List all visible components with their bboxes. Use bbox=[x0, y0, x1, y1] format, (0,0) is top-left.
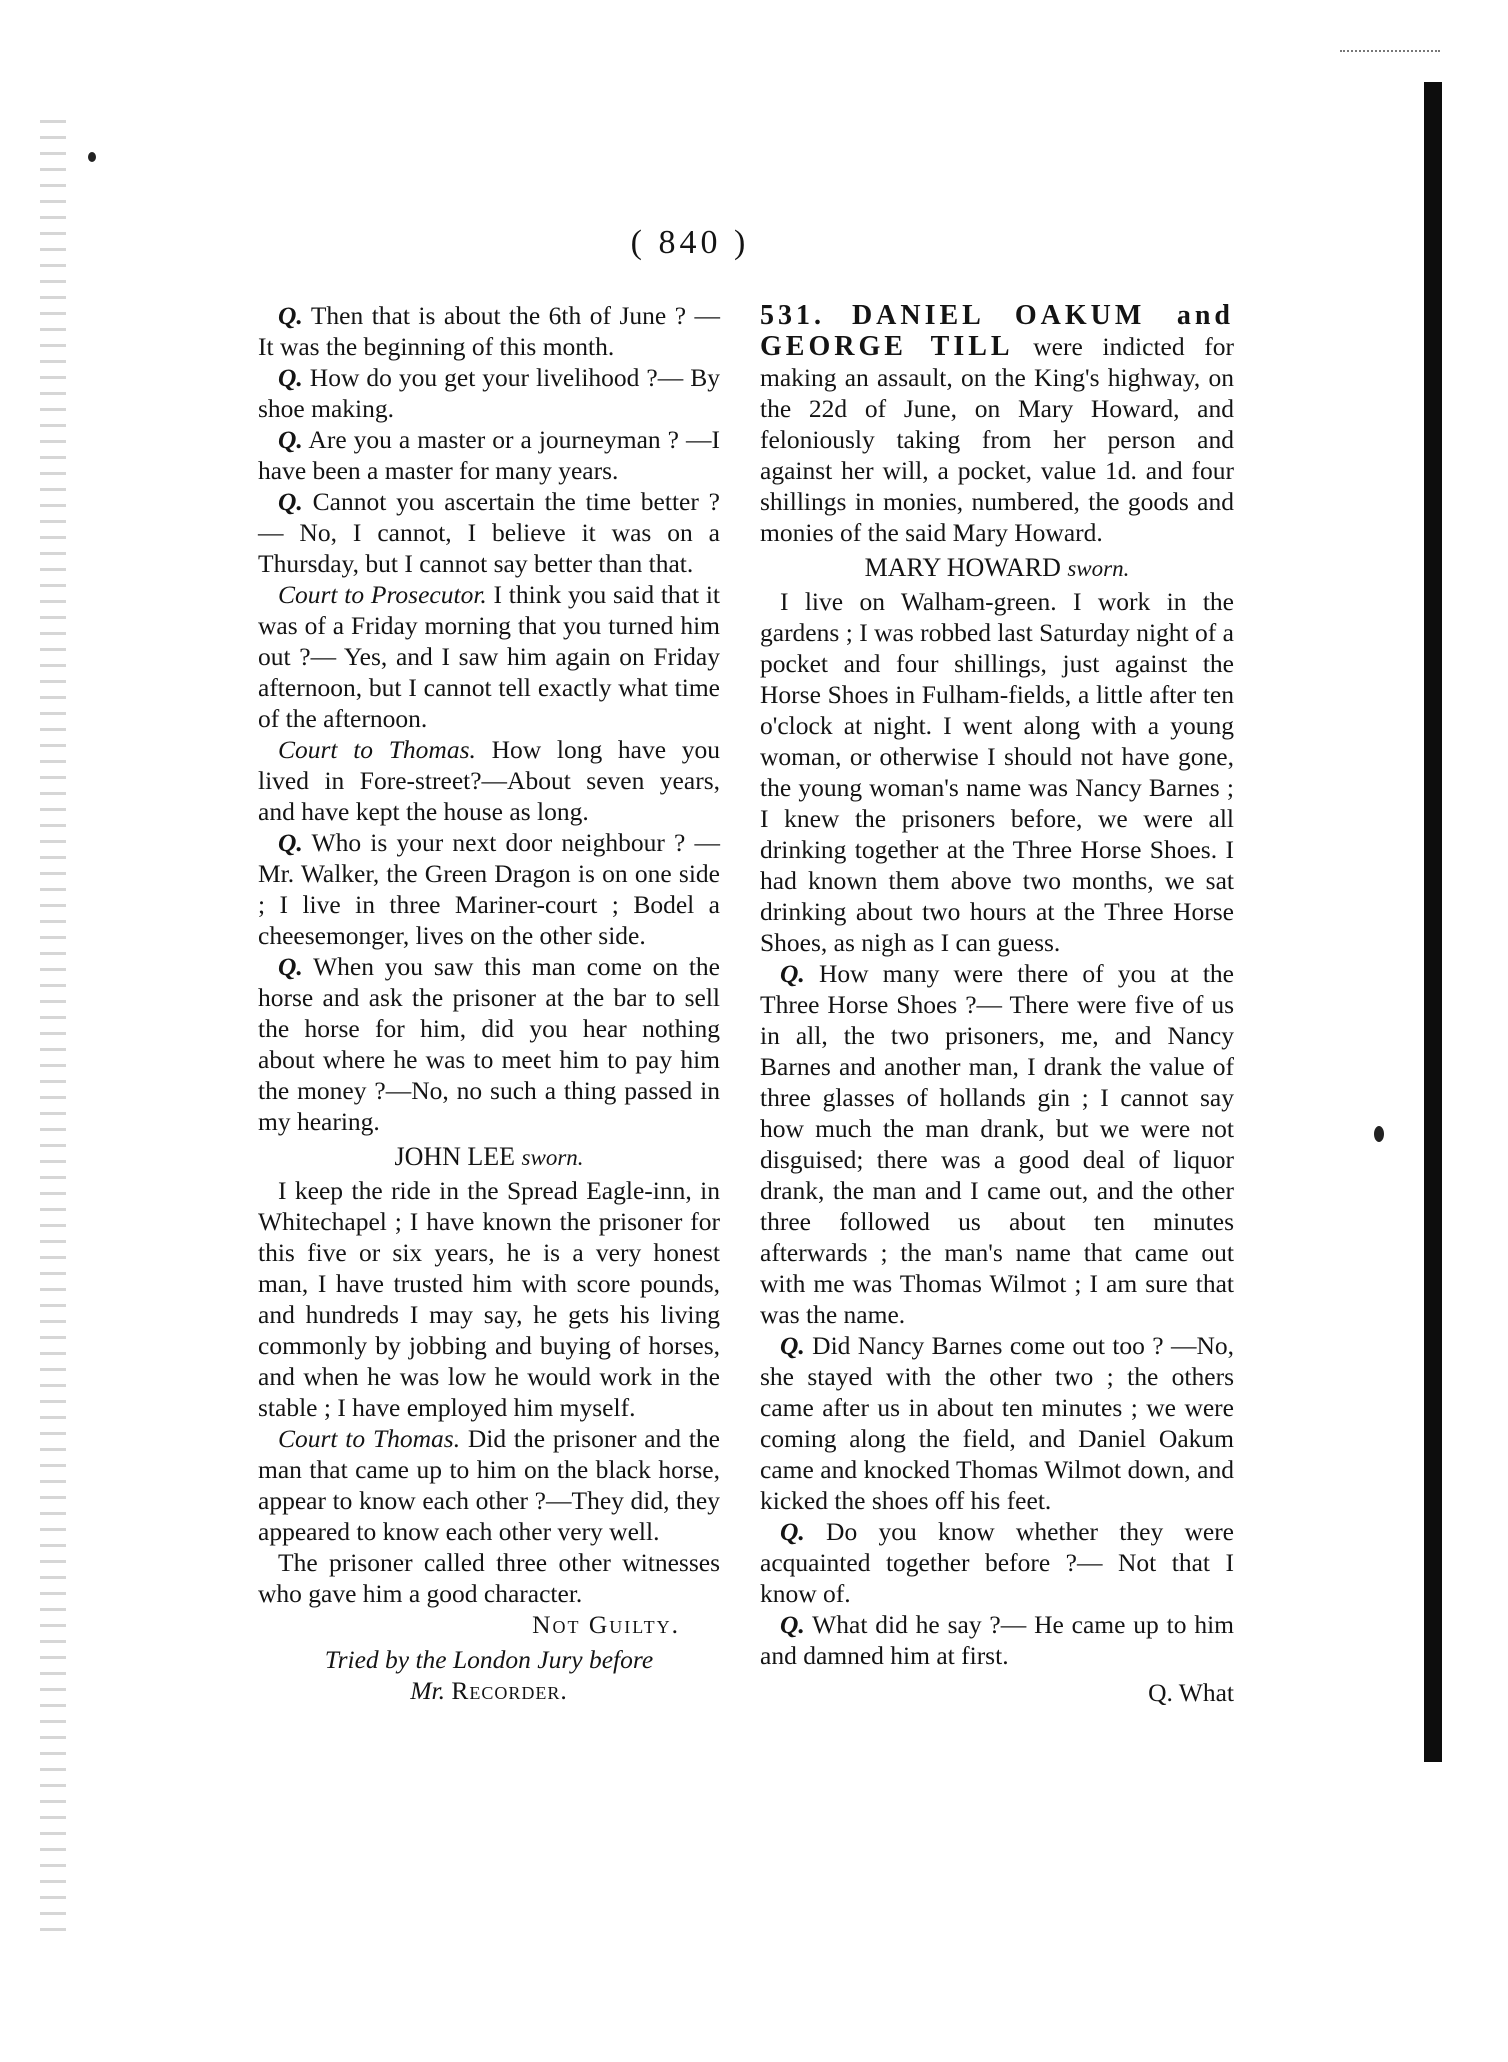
witness-name: MARY HOWARD bbox=[864, 553, 1061, 582]
witness-name: JOHN LEE bbox=[394, 1142, 516, 1171]
testimony-paragraph bbox=[258, 486, 720, 579]
paragraph-text: How many were there of you at the Three Horse Shoes ?— There were five of us in all, the two prisoners, me, and Nancy Barnes and another man, I drank the value of three glasses of hollands gin ; I cannot say how much the man drank, but we were not disguised; there was a good deal of liquor drank, the man and I came out, and the other three followed us about ten minutes afterwards ; the man's name that came out with me was Thomas Wilmot ; I am sure that was the name. bbox=[760, 959, 1234, 1329]
question-marker: Q. bbox=[278, 363, 303, 392]
ink-speck bbox=[1374, 1126, 1384, 1142]
question-marker: Q. bbox=[278, 425, 303, 454]
testimony-paragraph bbox=[258, 734, 720, 827]
testimony-paragraph bbox=[760, 1330, 1234, 1516]
case-names: DANIEL OAKUM and GEORGE TILL bbox=[760, 300, 1234, 362]
question-marker: Q. bbox=[780, 959, 805, 988]
testimony-paragraph bbox=[760, 958, 1234, 1330]
question-marker: Q. bbox=[780, 1331, 805, 1360]
witness-heading-john-lee bbox=[258, 1141, 720, 1173]
right-paragraphs bbox=[760, 586, 1234, 1671]
paragraph-text: When you saw this man come on the horse and ask the prisoner at the bar to sell the horse for him, did you hear nothing about where he was to meet him to pay him the money ?—No, no such a thing passed in my hearing. bbox=[258, 952, 720, 1136]
testimony-paragraph bbox=[258, 1175, 720, 1423]
case-number: 531. bbox=[760, 300, 825, 331]
left-paragraphs-2 bbox=[258, 1175, 720, 1609]
paragraph-text: Who is your next door neighbour ? — Mr. Walker, the Green Dragon is on one side ; I live in three Mariner-court ; Bodel a cheesemonger, lives on the other side. bbox=[258, 828, 720, 950]
case-indictment bbox=[760, 300, 1234, 548]
testimony-paragraph bbox=[760, 1516, 1234, 1609]
binding-edge-shadow bbox=[1424, 82, 1442, 1762]
sworn-label: sworn. bbox=[1067, 556, 1130, 581]
paragraph-text: How do you get your livelihood ?— By shoe making. bbox=[258, 363, 720, 423]
paragraph-text: How long have you lived in Fore-street?—About seven years, and have kept the house as long. bbox=[258, 735, 720, 826]
testimony-paragraph bbox=[258, 579, 720, 734]
testimony-paragraph bbox=[258, 1547, 720, 1609]
page-number: ( 840 ) bbox=[630, 224, 750, 261]
paragraph-text: I keep the ride in the Spread Eagle-inn, in Whitechapel ; I have known the prisoner for this five or six years, he is a very honest man, I have trusted him with score pounds, and hundreds I may say, he gets his living commonly by jobbing and buying of horses, and when he was low he would work in the stable ; I have employed him myself. bbox=[258, 1176, 720, 1422]
witness-heading-mary-howard bbox=[760, 552, 1234, 584]
testimony-paragraph bbox=[258, 362, 720, 424]
question-marker: Q. bbox=[780, 1610, 805, 1639]
paragraph-text: What did he say ?— He came up to him and damned him at first. bbox=[760, 1610, 1234, 1670]
testimony-paragraph bbox=[258, 951, 720, 1137]
testimony-paragraph bbox=[760, 586, 1234, 958]
paragraph-text: Cannot you ascertain the time better ?— No, I cannot, I believe it was on a Thursday, but I cannot say better than that. bbox=[258, 487, 720, 578]
recorder-line bbox=[258, 1675, 720, 1706]
paragraph-text: Then that is about the 6th of June ? — It was the beginning of this month. bbox=[258, 301, 720, 361]
recorder-name: Recorder. bbox=[451, 1676, 568, 1705]
testimony-paragraph bbox=[258, 827, 720, 951]
testimony-paragraph bbox=[258, 1423, 720, 1547]
left-paragraphs bbox=[258, 300, 720, 1137]
speaker-lead: Court to Prosecutor. bbox=[278, 580, 487, 609]
paragraph-text: The prisoner called three other witnesses who gave him a good character. bbox=[258, 1548, 720, 1608]
right-column bbox=[760, 300, 1234, 1708]
margin-scan-artifact bbox=[40, 120, 66, 1940]
question-marker: Q. bbox=[780, 1517, 805, 1546]
paragraph-text: Do you know whether they were acquainted together before ?— Not that I know of. bbox=[760, 1517, 1234, 1608]
sworn-label: sworn. bbox=[521, 1145, 584, 1170]
case-indictment-text: were indicted for making an assault, on the King's highway, on the 22d of June, on Mary Howard, and feloniously taking from her person and against her will, a pocket, value 1d. and four shillings in monies, numbered, the goods and monies of the said Mary Howard. bbox=[760, 332, 1234, 547]
verdict: Not Guilty. bbox=[532, 1610, 680, 1639]
paragraph-text: Did the prisoner and the man that came up to him on the black horse, appear to know each other ?—They did, they appeared to know each other very well. bbox=[258, 1424, 721, 1546]
testimony-paragraph bbox=[258, 424, 720, 486]
question-marker: Q. bbox=[278, 828, 303, 857]
paragraph-text: Did Nancy Barnes come out too ? —No, she stayed with the other two ; the others came after us in about ten minutes ; we were coming along the field, and Daniel Oakum came and knocked Thomas Wilmot down, and kicked the shoes off his feet. bbox=[760, 1331, 1234, 1515]
testimony-paragraph bbox=[258, 300, 720, 362]
speaker-lead: Court to Thomas. bbox=[278, 1424, 461, 1453]
tried-line: Tried by the London Jury before bbox=[324, 1645, 654, 1674]
ink-speck bbox=[88, 152, 96, 162]
paragraph-text: I live on Walham-green. I work in the gardens ; I was robbed last Saturday night of a pocket and four shillings, just against the Horse Shoes in Fulham-fields, a little after ten o'clock at night. I went along with a young woman, or otherwise I should not have gone, the young woman's name was Nancy Barnes ; I knew the prisoners before, we were all drinking together at the Three Horse Shoes. I had known them above two months, we sat drinking about two hours at the Three Horse Shoes, as nigh as I can guess. bbox=[760, 587, 1234, 957]
paragraph-text: I think you said that it was of a Friday morning that you turned him out ?— Yes, and I saw him again on Friday afternoon, but I cannot tell exactly what time of the afternoon. bbox=[258, 580, 720, 733]
left-column bbox=[258, 300, 720, 1706]
scan-edge-top bbox=[1340, 50, 1440, 56]
question-marker: Q. bbox=[278, 301, 303, 330]
speaker-lead: Court to Thomas. bbox=[278, 735, 476, 764]
testimony-paragraph bbox=[760, 1609, 1234, 1671]
recorder-prefix: Mr. bbox=[410, 1676, 445, 1705]
paragraph-text: Are you a master or a journeyman ? —I have been a master for many years. bbox=[258, 425, 720, 485]
question-marker: Q. bbox=[278, 487, 303, 516]
question-marker: Q. bbox=[278, 952, 303, 981]
catchword: Q. What bbox=[1148, 1678, 1234, 1707]
